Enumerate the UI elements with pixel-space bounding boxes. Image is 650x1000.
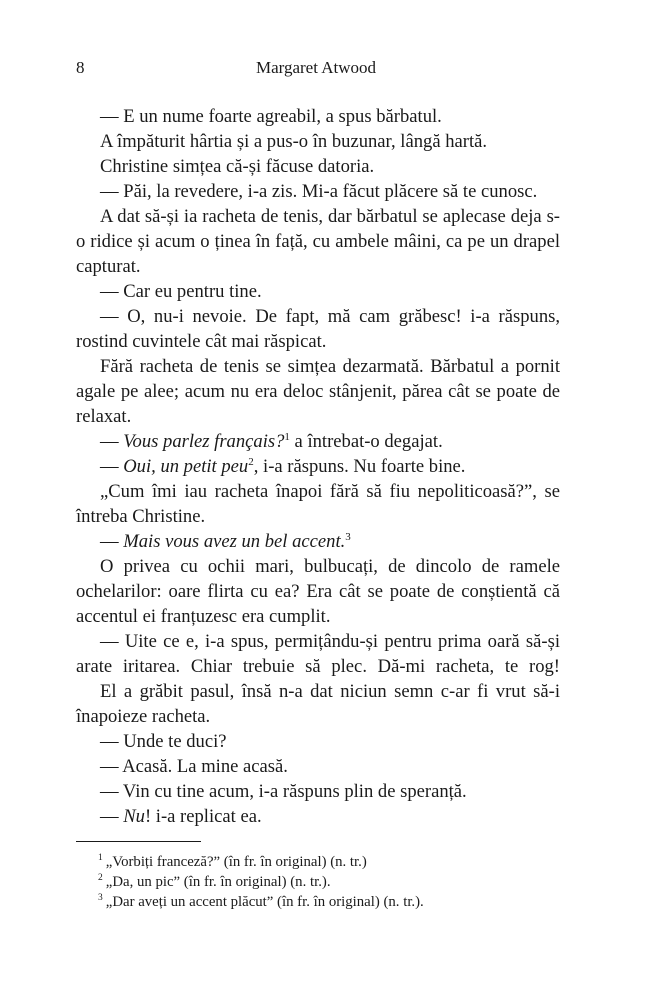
page-header — [76, 58, 556, 84]
paragraph: „Cum îmi iau racheta înapoi fără să fiu nepoliticoasă?”, se întreba Christine. — [76, 481, 560, 527]
footnote-number: 3 — [98, 893, 103, 904]
foreign-phrase: Mais vous avez un bel accent. — [123, 531, 346, 552]
footnote-number: 1 — [98, 853, 103, 864]
footnote-marker: 3 — [345, 530, 351, 543]
paragraph-rest: ! i-a replicat ea. — [144, 806, 262, 827]
foreign-phrase: Oui, un petit peu — [123, 456, 249, 477]
paragraph: El a grăbit pasul, însă n-a dat niciun semn c-ar fi vrut să-i înapoieze racheta. — [76, 681, 560, 727]
paragraph-rest: , i-a răspuns. Nu foarte bine. — [253, 456, 466, 477]
footnote-text: „Dar aveți un accent plăcut” (în fr. în original) (n. tr.). — [105, 894, 424, 910]
paragraph: A dat să-și ia racheta de tenis, dar bărbatul se aplecase deja s-o ridice și acum o ținea în față, cu ambele mâini, ca pe un drapel capturat. — [76, 206, 560, 277]
paragraph: — O, nu-i nevoie. De fapt, mă cam grăbesc! i-a răspuns, rostind cuvintele cât mai răspicat. — [76, 306, 560, 352]
footnote-marker: 1 — [284, 430, 290, 443]
dialogue-dash: — — [100, 456, 124, 477]
paragraph: Christine simțea că-și făcuse datoria. — [100, 156, 375, 177]
paragraph: O privea cu ochii mari, bulbucați, de dincolo de ramele ochelarilor: oare flirta cu ea? Era cât se poate de conștientă că accentul ei franțuzesc era cumplit. — [76, 556, 560, 627]
footnote — [98, 892, 568, 912]
footnote-separator — [76, 841, 201, 842]
footnote — [98, 852, 568, 872]
emphasized-word: Nu — [123, 806, 145, 827]
dialogue-dash: — — [100, 531, 124, 552]
paragraph — [76, 529, 560, 554]
paragraph — [76, 454, 560, 479]
paragraph: — Uite ce e, i-a spus, permițându-și pentru prima oară să-și arate iritarea. Chiar trebuie să plec. Dă-mi racheta, te rog! — [76, 631, 560, 677]
page-number: 8 — [76, 58, 85, 77]
footnote-number: 2 — [98, 873, 103, 884]
footnote-text: „Vorbiți franceză?” (în fr. în original) (n. tr.) — [105, 854, 367, 870]
footnote-text: „Da, un pic” (în fr. în original) (n. tr.). — [105, 874, 331, 890]
paragraph: — Păi, la revedere, i-a zis. Mi-a făcut plăcere să te cunosc. — [100, 181, 538, 202]
footnotes — [98, 852, 568, 912]
body-text — [76, 104, 560, 829]
footnote-marker: 2 — [248, 455, 254, 468]
dialogue-dash: — — [100, 431, 124, 452]
paragraph: — Acasă. La mine acasă. — [100, 756, 288, 777]
paragraph — [76, 804, 560, 829]
paragraph-rest: a întrebat-o degajat. — [289, 431, 443, 452]
paragraph: Fără racheta de tenis se simțea dezarmată. Bărbatul a pornit agale pe alee; acum nu era deloc stânjenit, părea cât se poate de relaxat. — [76, 356, 560, 427]
paragraph: — E un nume foarte agreabil, a spus bărbatul. — [100, 106, 442, 127]
dialogue-dash: — — [100, 806, 124, 827]
footnote — [98, 872, 568, 892]
paragraph: — Unde te duci? — [100, 731, 227, 752]
paragraph: — Vin cu tine acum, i-a răspuns plin de speranță. — [100, 781, 467, 802]
paragraph: — Car eu pentru tine. — [100, 281, 262, 302]
paragraph: A împăturit hârtia și a pus-o în buzunar, lângă hartă. — [100, 131, 488, 152]
foreign-phrase: Vous parlez français? — [123, 431, 285, 452]
running-title: Margaret Atwood — [255, 58, 377, 77]
paragraph — [76, 429, 560, 454]
